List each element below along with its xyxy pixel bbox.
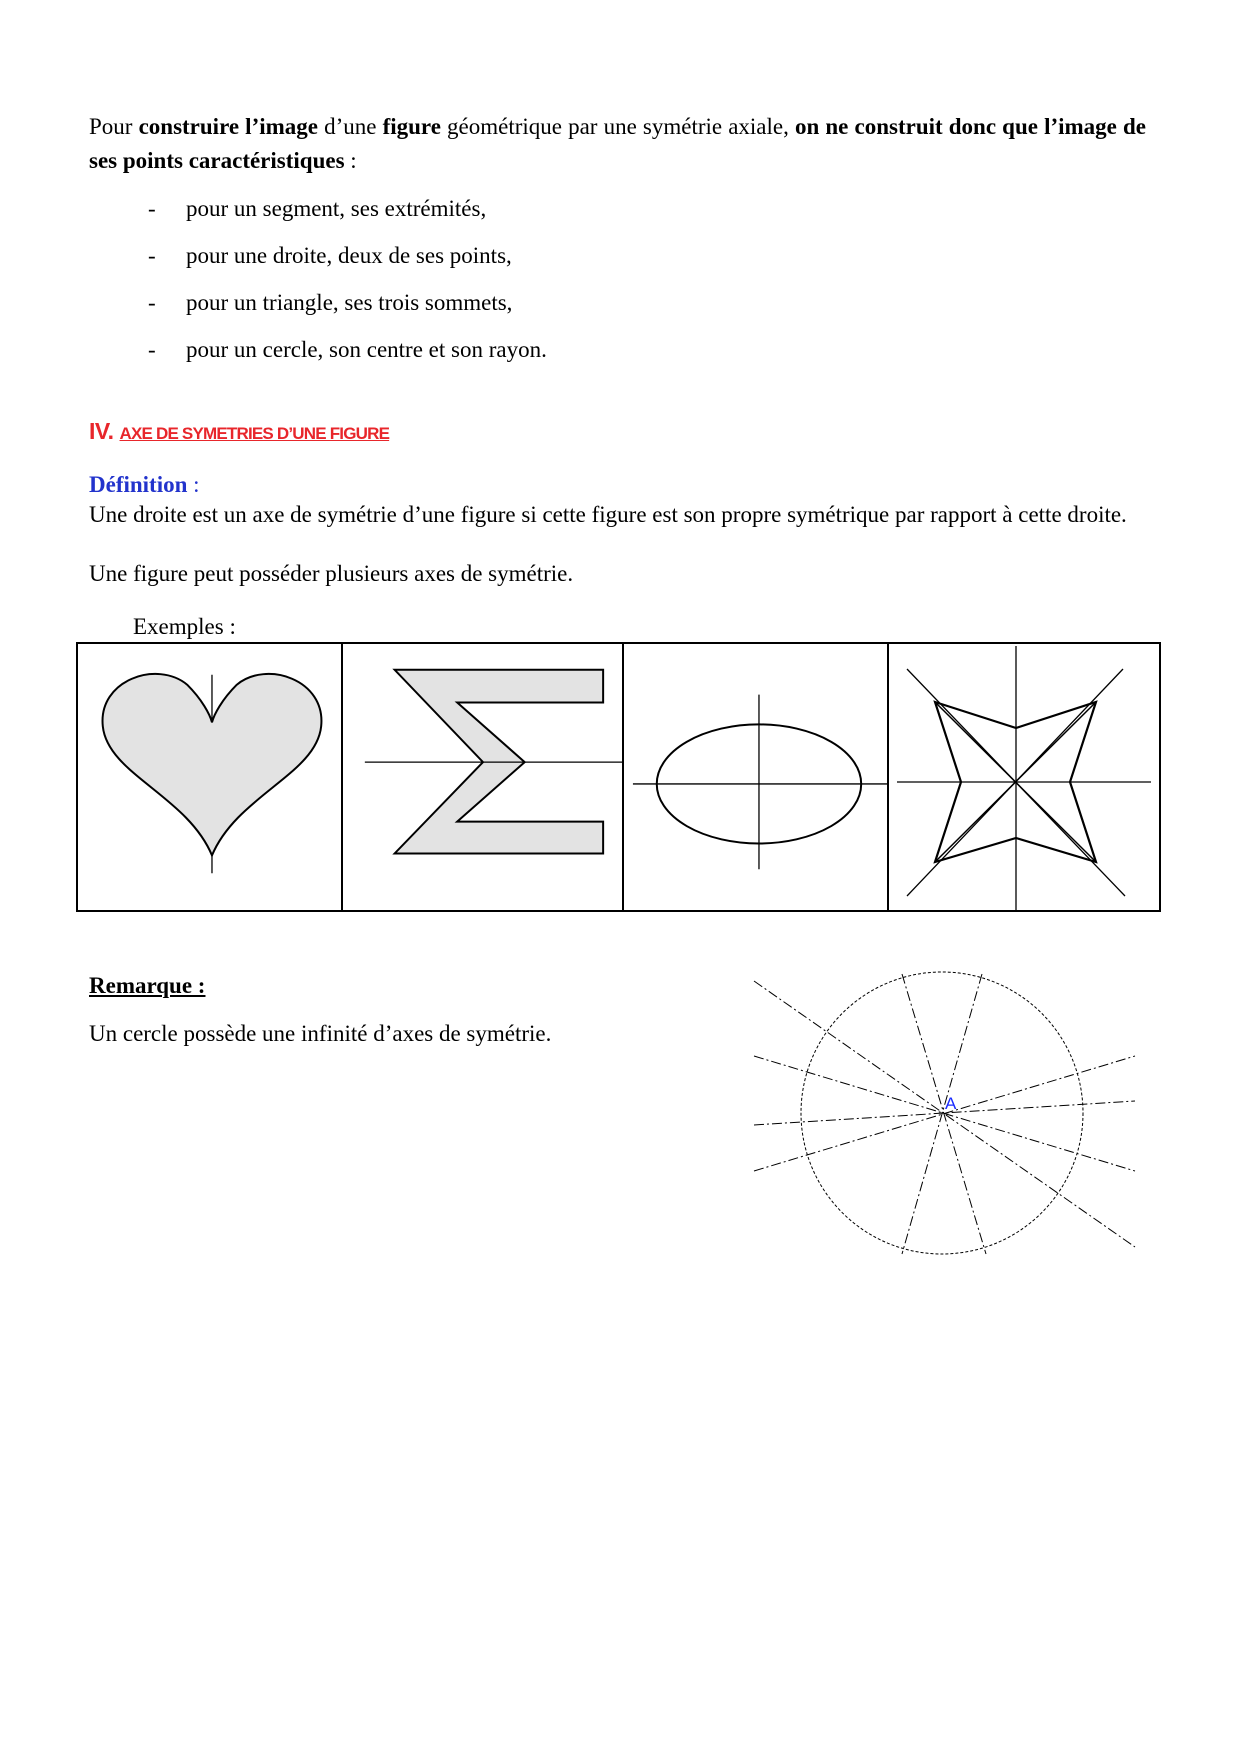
section-heading: [89, 418, 389, 445]
sigma-figure: [343, 644, 622, 910]
example-cell-star: [889, 644, 1159, 910]
definition-note: Une figure peut posséder plusieurs axes de symétrie.: [89, 561, 574, 586]
list-dash: -: [148, 196, 156, 221]
section-title: AXE DE SYMETRIES D’UNE FIGURE: [119, 424, 390, 443]
circle-symmetry-figure: [750, 965, 1140, 1265]
list-dash: -: [148, 337, 156, 362]
examples-label: Exemples :: [133, 614, 236, 639]
section-number: IV.: [89, 418, 114, 444]
list-dash: -: [148, 243, 156, 268]
list-item-text: pour un triangle, ses trois sommets,: [186, 290, 513, 315]
intro-text-4: :: [344, 148, 357, 173]
symmetry-axis: [902, 974, 982, 1254]
ellipse-figure: [624, 644, 887, 910]
examples-table: [76, 642, 1161, 912]
definition-label: [89, 472, 200, 498]
intro-bold-3: on ne construit donc que l’image de ses points caractéristiques: [89, 114, 1146, 173]
definition-word: Définition: [89, 472, 188, 497]
list-item-text: pour un cercle, son centre et son rayon.: [186, 337, 547, 362]
example-cell-sigma: [343, 644, 624, 910]
heart-figure: [78, 644, 341, 910]
intro-bold-2: figure: [382, 114, 441, 139]
point-a-label: A: [945, 1094, 957, 1113]
intro-bold-1: construire l’image: [138, 114, 318, 139]
symmetry-axis: [902, 974, 986, 1254]
remark-text: Un cercle possède une infinité d’axes de symétrie.: [89, 1021, 552, 1046]
intro-text-1: Pour: [89, 114, 139, 139]
definition-colon: :: [187, 472, 200, 497]
list-dash: -: [148, 290, 156, 315]
definition-text: Une droite est un axe de symétrie d’une figure si cette figure est son propre symétrique par rapport à cette droite.: [89, 502, 1127, 527]
intro-text-2: d’une: [317, 114, 383, 139]
example-cell-heart: [78, 644, 343, 910]
list-item-text: pour une droite, deux de ses points,: [186, 243, 512, 268]
intro-text-3: géométrique par une symétrie axiale,: [440, 114, 795, 139]
remark-label: Remarque :: [89, 973, 206, 998]
intro-paragraph: [89, 110, 1146, 178]
list-item-text: pour un segment, ses extrémités,: [186, 196, 487, 221]
example-cell-ellipse: [624, 644, 889, 910]
star-figure: [889, 644, 1159, 910]
